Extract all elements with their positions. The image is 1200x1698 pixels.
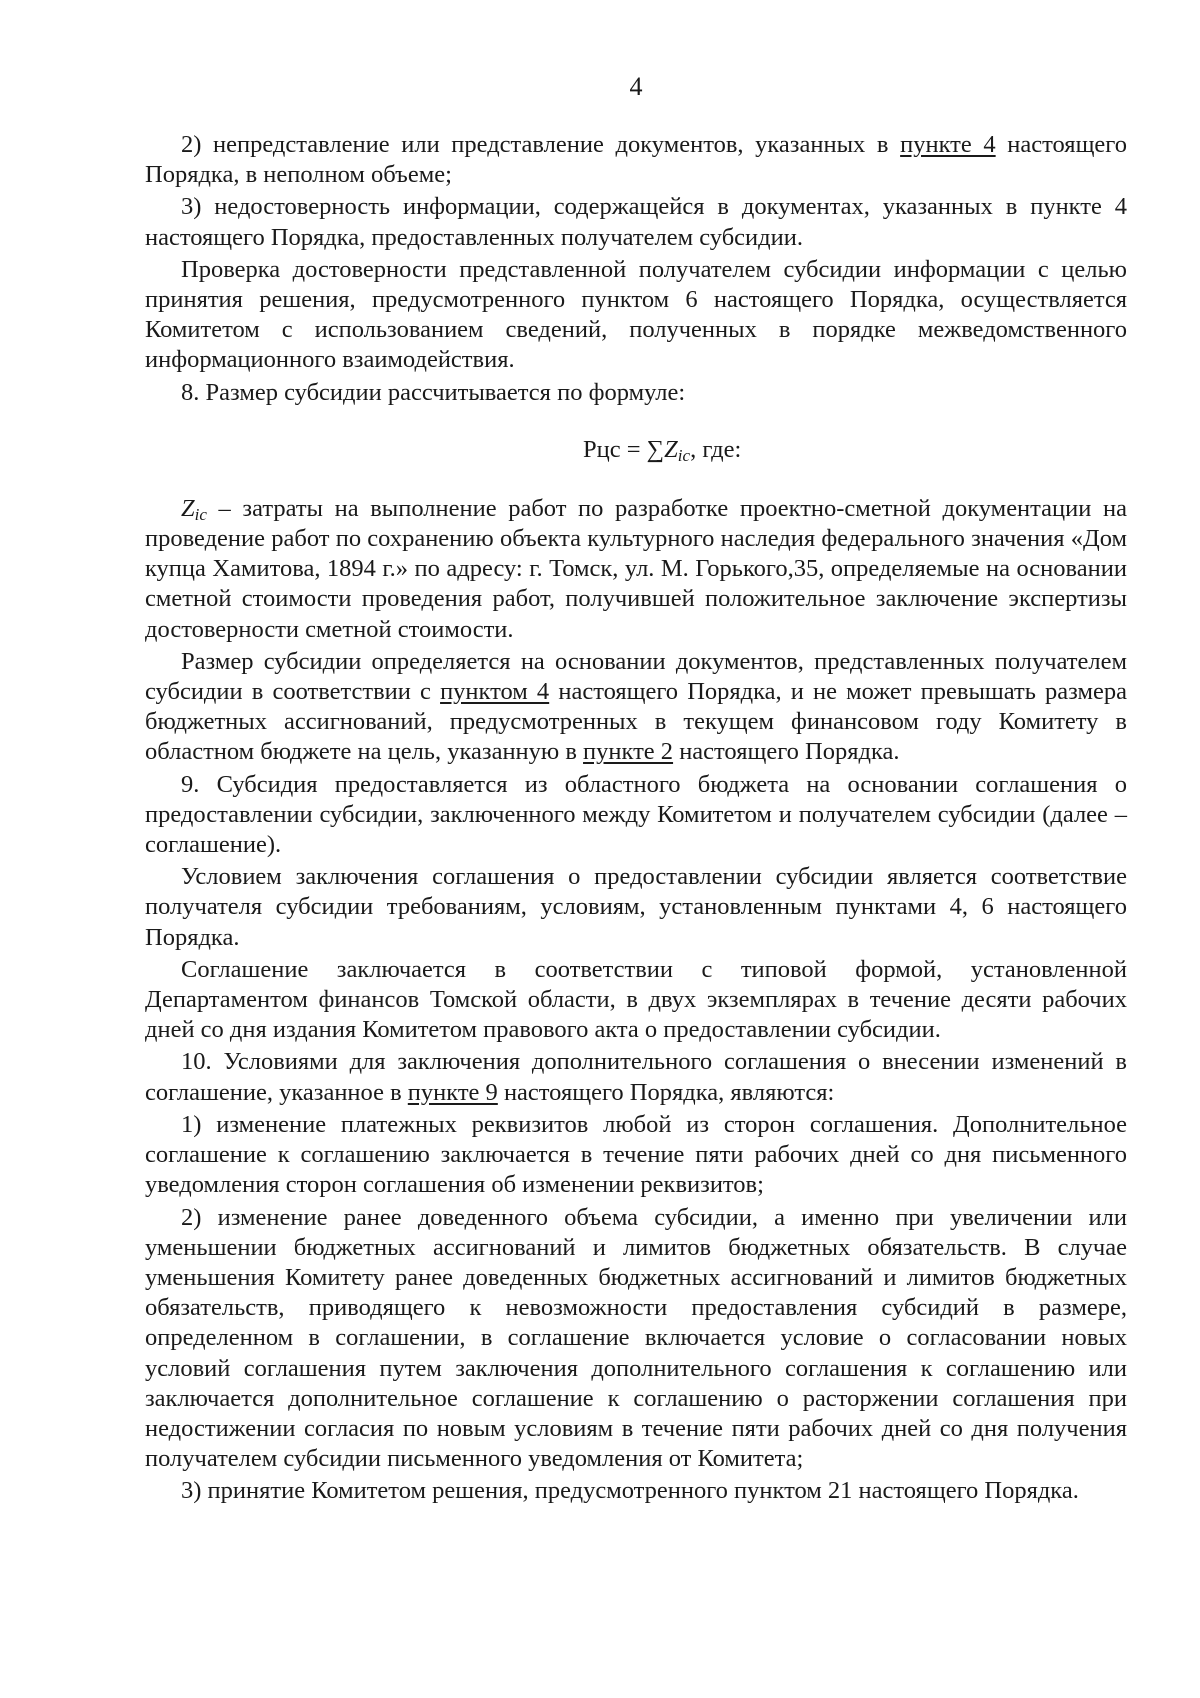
paragraph-text: 10. Условиями для заключения дополнительного соглашения о внесении изменений в соглашение, указанное в: [145, 1048, 1127, 1106]
paragraph-verification: Проверка достоверности представленной получателем субсидии информации с целью принятия решения, предусмотренного пунктом 6 настоящего Порядка, осуществляется Комитетом с использованием сведений, полученных в порядке межведомственного информационного взаимодействия.: [145, 255, 1127, 374]
definition-text: – затраты на выполнение работ по разработке проектно-сметной документации на проведение работ по сохранению объекта культурного наследия федерального значения «Дом купца Хамитова, 1894 г.» по адресу: г. Томск, ул. М. Горького,35, определяемые на основании сметной стоимости проведения работ, получившей положительное заключение экспертизы достоверности сметной стоимости.: [145, 494, 1127, 643]
paragraph-text: настоящего Порядка.: [673, 738, 900, 766]
page-number: 4: [629, 72, 643, 101]
paragraph-condition-3: 3) принятие Комитетом решения, предусмотренного пунктом 21 настоящего Порядка.: [181, 1477, 1079, 1505]
definition-variable: Z: [181, 494, 195, 522]
subsidy-formula: [145, 434, 1127, 466]
document-page: [145, 70, 1127, 1670]
paragraph-text: Размер субсидии определяется на основании документов, представленных получателем субсидии в соответствии с: [145, 647, 1127, 706]
link-punkt-4[interactable]: пункте 4: [900, 131, 996, 158]
paragraph-item-3: 3) недостоверность информации, содержащейся в документах, указанных в пункте 4 настоящего Порядка, предоставленных получателем субсидии.: [145, 193, 1127, 251]
formula-variable: Z: [664, 435, 678, 463]
paragraph-agreement-form: Соглашение заключается в соответствии с типовой формой, установленной Департаментом финансов Томской области, в двух экземплярах в течение десяти рабочих дней со дня издания Комитетом правового акта о предоставлении субсидии.: [145, 955, 1127, 1044]
link-punktom-4[interactable]: пунктом 4: [440, 678, 550, 706]
formula-tail: , где:: [690, 435, 742, 463]
paragraph-agreement-condition: Условием заключения соглашения о предоставлении субсидии является соответствие получателя субсидии требованиям, условиям, установленным пунктами 4, 6 настоящего Порядка.: [145, 863, 1127, 951]
paragraph-clause-9: 9. Субсидия предоставляется из областного бюджета на основании соглашения о предоставлении субсидии, заключенного между Комитетом и получателем субсидии (далее – соглашение).: [145, 770, 1127, 859]
formula-subscript: ic: [677, 445, 691, 465]
paragraph-clause-8: 8. Размер субсидии рассчитывается по формуле:: [181, 378, 686, 406]
paragraph-text: настоящего Порядка, и не может превышать размера бюджетных ассигнований, предусмотренных в текущем финансовом году Комитету в областном бюджете на цель, указанную в: [145, 678, 1127, 766]
link-punkt-2[interactable]: пункте 2: [583, 738, 674, 766]
paragraph-clause-10: [145, 1047, 1127, 1107]
link-punkt-9[interactable]: пункте 9: [407, 1078, 498, 1106]
formula-lhs: Рцс = ∑: [583, 435, 665, 463]
paragraph-zic-definition: [145, 494, 1127, 645]
definition-subscript: ic: [194, 504, 207, 524]
paragraph-text: настоящего Порядка, являются:: [497, 1078, 835, 1106]
paragraph-condition-2: 2) изменение ранее доведенного объема субсидии, а именно при увеличении или уменьшении бюджетных ассигнований и лимитов бюджетных обязательств. В случае уменьшения Комитету ранее доведенных бюджетных ассигнований и лимитов бюджетных обязательств, приводящего к невозможности предоставления субсидий в размере, определенном в соглашении, в соглашение включается условие о согласовании новых условий соглашения путем заключения дополнительного соглашения к соглашению или заключается дополнительное соглашение к соглашению о расторжении соглашения при недостижении согласия по новым условиям в течение пяти рабочих дней со дня получения получателем субсидии письменного уведомления от Комитета;: [145, 1203, 1127, 1473]
paragraph-text: настоящего Порядка, в неполном объеме;: [145, 131, 1127, 189]
paragraph-item-2: [145, 130, 1127, 190]
paragraph-subsidy-size: [145, 647, 1127, 768]
paragraph-text: 2) непредставление или представление документов, указанных в: [181, 131, 901, 158]
paragraph-condition-1: 1) изменение платежных реквизитов любой из сторон соглашения. Дополнительное соглашение к соглашению заключается в течение пяти рабочих дней со дня письменного уведомления сторон соглашения об изменении реквизитов;: [145, 1110, 1127, 1199]
